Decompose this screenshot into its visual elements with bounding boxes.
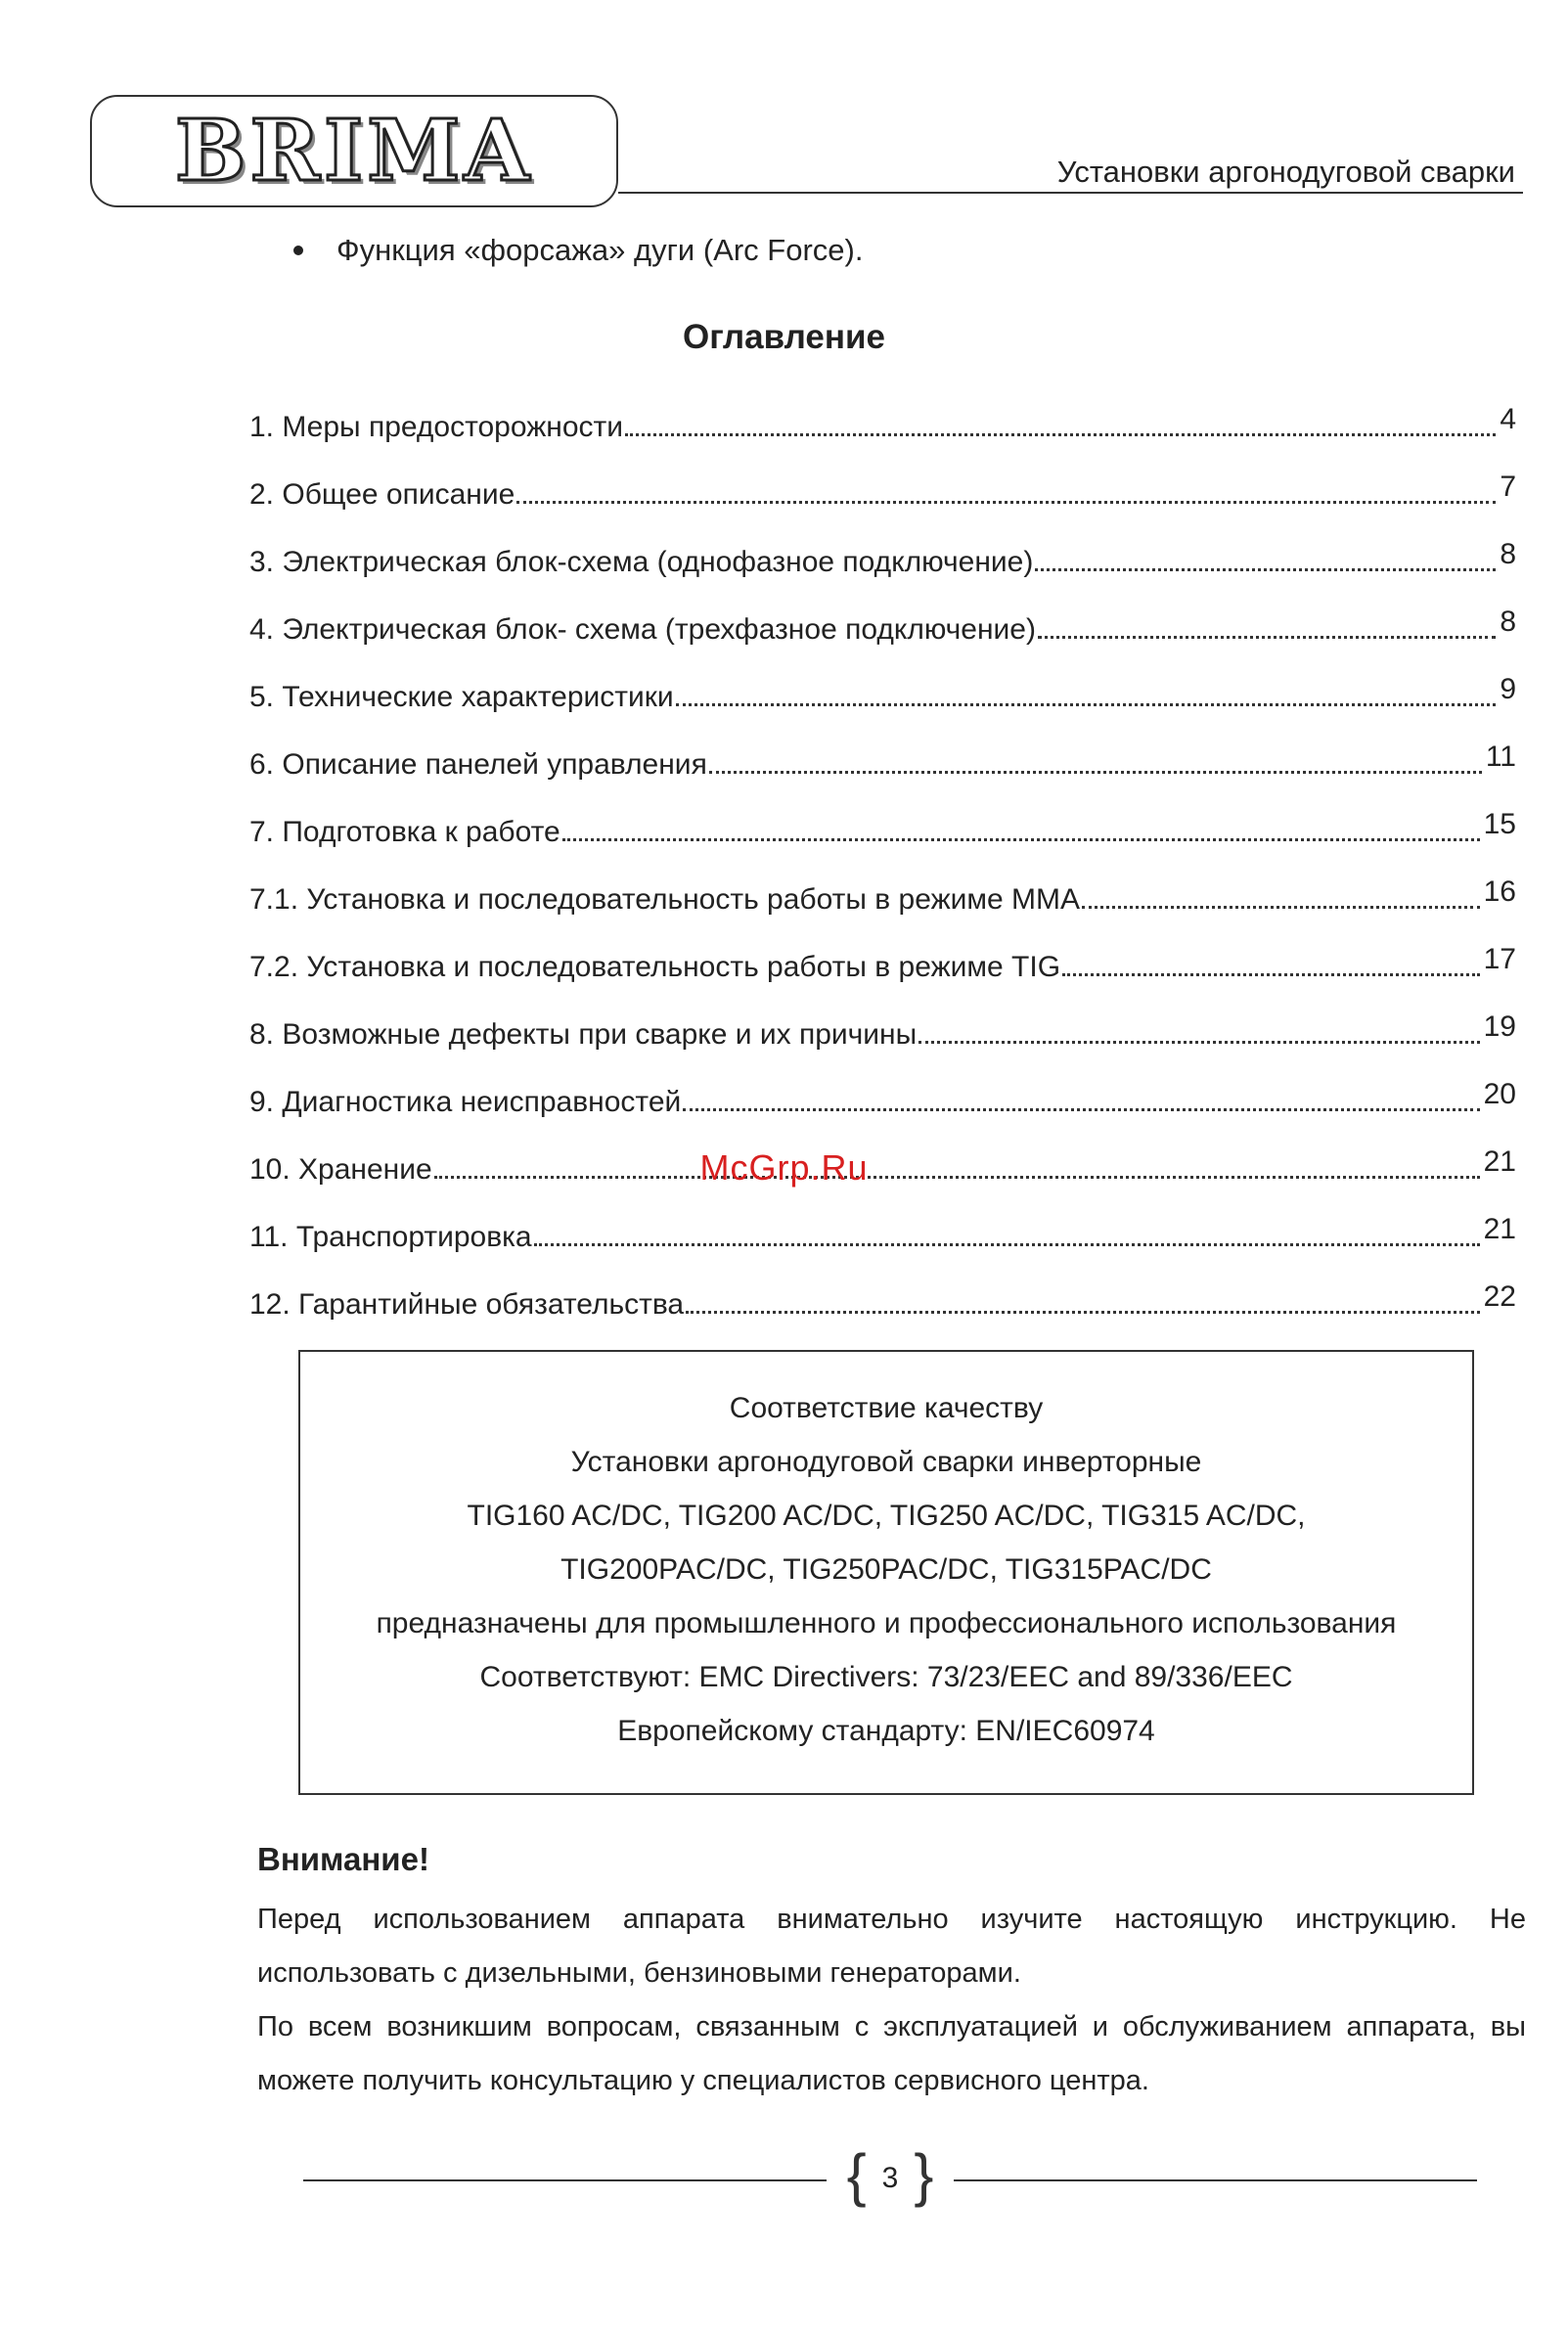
toc-entry-label: 7. Подготовка к работе — [249, 816, 560, 848]
toc-entry-label: 3. Электрическая блок-схема (однофазное подключение) — [249, 546, 1034, 578]
toc-entry — [249, 849, 1516, 917]
page-number-value: 3 — [881, 2162, 899, 2194]
toc-entry-page: 15 — [1483, 808, 1516, 840]
attention-heading: Внимание! — [257, 1841, 429, 1877]
quality-box-line: Соответствие качеству — [729, 1392, 1044, 1424]
toc-entry-page: 7 — [1500, 471, 1516, 503]
header-title: Установки аргонодуговой сварки — [1056, 155, 1515, 189]
toc-entry-label: 9. Диагностика неисправностей — [249, 1086, 682, 1118]
toc-entry — [249, 377, 1516, 444]
attention-paragraph: Перед использованием аппарата внимательно изучите настоящую инструкцию. Не использовать с дизельными, бензиновыми генераторами. — [257, 1904, 1526, 1989]
toc-entry-label: 2. Общее описание — [249, 478, 515, 511]
toc-entry-page: 22 — [1483, 1280, 1516, 1313]
toc-entry — [249, 444, 1516, 512]
toc-title: Оглавление — [682, 318, 886, 356]
toc-entry — [249, 512, 1516, 579]
toc-entry-page: 17 — [1483, 943, 1516, 975]
logo-text: BRIMA — [174, 101, 534, 201]
attention-paragraph: По всем возникшим вопросам, связанным с эксплуатацией и обслуживанием аппарата, вы можете получить консультацию у специалистов сервисного центра. — [257, 2011, 1526, 2096]
toc-leader-dots — [709, 771, 1482, 774]
quality-box-line: Соответствуют: EMC Directivers: 73/23/EEC and 89/336/EEC — [479, 1661, 1293, 1693]
toc-entry-label: 4. Электрическая блок- схема (трехфазное подключение) — [249, 613, 1036, 646]
quality-box-line: предназначены для промышленного и профессионального использования — [376, 1607, 1397, 1639]
toc-entry-label: 10. Хранение — [249, 1153, 432, 1186]
toc-entry — [249, 647, 1516, 714]
toc-leader-dots — [562, 838, 1480, 841]
toc-leader-dots — [676, 703, 1497, 706]
toc-entry — [249, 579, 1516, 647]
toc-entry-page: 11 — [1485, 741, 1516, 773]
toc-entry-page: 8 — [1500, 538, 1516, 570]
toc-entry-page: 4 — [1500, 403, 1516, 435]
toc-leader-dots — [686, 1311, 1480, 1314]
footer-divider-left — [303, 2179, 827, 2181]
toc-entry-page: 20 — [1483, 1078, 1516, 1110]
toc-entry — [249, 1187, 1516, 1254]
toc-entry-page: 16 — [1483, 875, 1516, 908]
toc-entry-page: 21 — [1483, 1213, 1516, 1245]
toc-leader-dots — [1035, 568, 1496, 571]
footer-divider-right — [954, 2179, 1477, 2181]
toc-leader-dots — [1062, 973, 1480, 976]
toc-entry — [249, 1052, 1516, 1119]
left-brace-icon: { — [846, 2142, 867, 2208]
intro-bullet-text: Функция «форсажа» дуги (Arc Force). — [336, 233, 864, 267]
toc-entry — [249, 1254, 1516, 1322]
quality-box-line: TIG200PAC/DC, TIG250PAC/DC, TIG315PAC/DC — [560, 1553, 1212, 1586]
toc-entry — [249, 917, 1516, 984]
intro-bullet-item — [293, 233, 863, 268]
toc-entry — [249, 782, 1516, 849]
toc-entry-label: 5. Технические характеристики — [249, 681, 674, 713]
toc-leader-dots — [1082, 906, 1480, 909]
toc-leader-dots — [918, 1041, 1479, 1044]
quality-compliance-box — [298, 1350, 1474, 1795]
toc-entry-label: 8. Возможные дефекты при сварке и их причины — [249, 1018, 918, 1051]
toc-entry-page: 9 — [1500, 673, 1516, 705]
toc-entry — [249, 984, 1516, 1052]
toc-entry-label: 12. Гарантийные обязательства — [249, 1288, 685, 1321]
toc-leader-dots — [625, 433, 1496, 436]
quality-box-line: Установки аргонодуговой сварки инверторные — [570, 1446, 1202, 1478]
toc-leader-dots — [516, 501, 1496, 504]
toc-entry-page: 21 — [1483, 1145, 1516, 1178]
bullet-dot-icon — [293, 246, 303, 255]
toc-leader-dots — [1038, 636, 1496, 639]
watermark-link[interactable]: McGrp.Ru — [699, 1147, 869, 1188]
toc-entry-label: 1. Меры предосторожности — [249, 411, 624, 443]
toc-entry-page: 8 — [1500, 606, 1516, 638]
toc-entry-page: 19 — [1483, 1010, 1516, 1043]
quality-box-line: TIG160 AC/DC, TIG200 AC/DC, TIG250 AC/DC, TIG315 AC/DC, — [467, 1500, 1306, 1532]
attention-body — [257, 1893, 1526, 2108]
toc-entry — [249, 714, 1516, 782]
toc-entry-label: 7.2. Установка и последовательность работы в режиме TIG — [249, 951, 1061, 983]
toc-entry-label: 6. Описание панелей управления — [249, 748, 707, 781]
page-number — [827, 2142, 954, 2210]
right-brace-icon: } — [914, 2142, 934, 2208]
toc-leader-dots — [683, 1108, 1479, 1111]
brima-logo — [90, 95, 618, 207]
toc-leader-dots — [534, 1243, 1480, 1246]
quality-box-line: Европейскому стандарту: EN/IEC60974 — [617, 1715, 1155, 1747]
toc-entry-label: 11. Транспортировка — [249, 1221, 532, 1253]
header-divider — [618, 192, 1523, 194]
toc-entry-label: 7.1. Установка и последовательность работы в режиме ММА — [249, 883, 1081, 916]
